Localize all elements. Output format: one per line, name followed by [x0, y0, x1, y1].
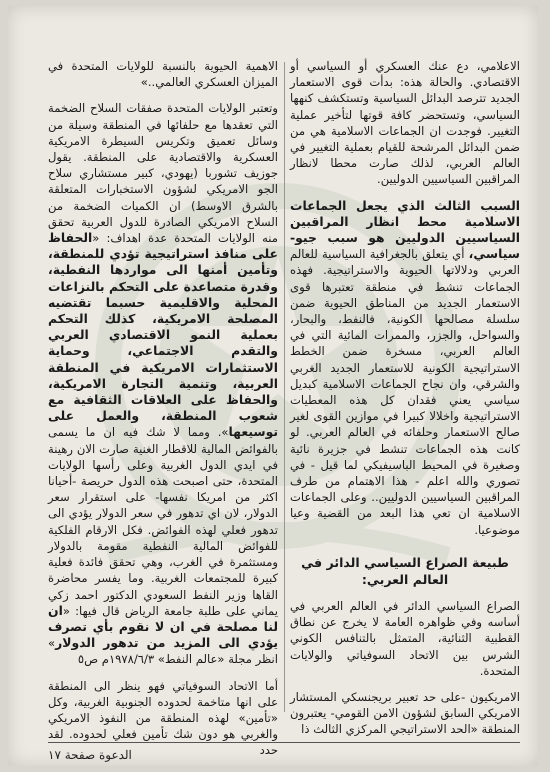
paragraph: الاهمية الحيوية بالنسبة للولايات المتحدة في الميزان العسكري العالمي..»: [48, 59, 278, 90]
paragraph-text: ». ومما لا شك فيه ان ما يسمى بالفوائض المالية للاقطار الغنية صارت الان رهينة في ايدي الدول الغربية وعلى رأسها الولايات المتحدة، حتى اصبحت هذه الدول حريصة -أحيانا اكثر من امريكا نفسها- على استقرار سعر الدولار، لان اي تدهور في سعر الدولار يؤدي الى تدهور فعلي لهذه الفوائض. فكل الارقام الفلكية للفوائض المالية النفطية مقومة بالدولار ومستثمرة في الغرب، وهي تحقق فائدة فعلية كبيرة للمجتمعات الغربية. وما يفسر محاضرة القاها وزير النفط السعودي الدكتور احمد زكي يماني على طلبة جامعة الرياض قال فيها: «: [48, 425, 278, 618]
paragraph: الامريكيون -على حد تعبير بريجنسكي المستشار الامريكي السابق لشؤون الامن القومي- يعتبرون المنطقة «الحد الاستراتيجي المركزي الثالث ذا: [290, 689, 520, 737]
paragraph: الاعلامي، دع عنك العسكري أو السياسي أو الاقتصادي. والحالة هذه: بدأت قوى الاستعمار الجديد تترصد البدائل السياسية وتستكشف كنهها السياسي، وتستحضر كافة قوتها لتأخير عملية التغيير. فوجدت ان الجماعات الاسلامية هي من ضمن البدائل المرشحة للقيام بعملية التغيير في العالم العربي، لذلك صارت محطا لانظار المراقبين السياسيين الدوليين.: [290, 59, 520, 187]
paragraph-text: أي يتعلق بالجغرافية السياسية للعالم العربي ودلالاتها الحيوية والاستراتيجية. فهذه الجماعات تنشط في منطقة تعتبرها قوى الاستعمار الجديد من المناطق الحيوية ضمن سلسلة مصالحها الكونية، فالنفط، والبحار، والسواحل، والجزر، والممرات المائية التي في العالم العربي، مسخرة ضمن الخطط الاستراتيجية الكونية للاستعمار الجديد الغربي والشرقي، وان نجاح الجماعات الاسلامية كبديل سياسي يعني فقدان كل هذه المعطيات الاستراتيجية واخلالا كبيرا في موازين القوى لغير صالح الاستعمار وحلفائه في العالم العربي. لو كانت هذه الجماعات تنشط في جزيرة نائية وصغيرة في المحيط الباسيفيكي لما قيل - في تصوري والله اعلم - هذا الاهتمام من طرف المراقبين السياسيين الدوليين.. وعلى الجماعات الاسلامية ان تعي هذا البعد من القضية وعيا موضوعيا.: [290, 247, 520, 537]
bold-quote: ان لنا مصلحة في ان لا نقوم بأي تصرف يؤدي الى المزيد من تدهور الدولار: [48, 602, 278, 651]
bold-lead: السبب الثالث الذي يجعل الجماعات الاسلامية محط انظار المراقبين السياسيين الدوليين هو سبب جيو-سياسي،: [290, 197, 520, 262]
paragraph: الصراع السياسي الدائر في العالم العربي في أساسه وفي ظواهره العامة لا يخرج عن نطاق القطبية الثنائية، المتمثل بالتنافس الكوني الشرس بين الاتحاد السوفياتي والولايات المتحدة.: [290, 598, 520, 678]
paragraph: [290, 198, 520, 538]
right-column: [290, 58, 520, 748]
page-footer: الدعوة صفحة ١٧: [48, 748, 132, 762]
left-column: [48, 58, 278, 769]
paragraph: [48, 100, 278, 667]
paragraph: أما الاتحاد السوفياتي فهو ينظر الى المنطقة على انها متاخمة لحدوده الجنوبية الغربية، وكل «تأمين» لهذه المنطقة من النفوذ الامريكي والغربي هو دون شك تأمين فعلي لحدوده. لقد حدد: [48, 678, 278, 758]
paragraph-text: وتعتبر الولايات المتحدة صفقات السلاح الضخمة التي تعقدها مع حلفائها في المنطقة وسيلة من وسائل تعميق وتكريس السيطرة الامريكية العسكرية والاقتصادية على المنطقة. يقول جوزيف تشوربا (يهودي، كبير مستشاري سلاح الجو الامريكي لشؤون الاستخبارات المتعلقة بالشرق الاوسط) ان الكميات الضخمة من السلاح الامريكي الصادرة للدول العربية تحقق منه الولايات المتحدة عدة اهداف: «: [48, 101, 278, 246]
footer-rule: [48, 742, 520, 743]
citation: » انظر مجلة «عالم النفط» ١٩٧٨/٦/٣م ص٥: [48, 636, 278, 667]
section-heading: طبيعة الصراع السياسي الدائر في العالم العربي:: [301, 554, 509, 587]
magazine-page: [8, 6, 538, 766]
bold-quote: الحفاظ على منافذ استراتيجية تؤدي للمنطقة، وتأمين أمنها الى مواردها النفطية، وقدرة متصاعدة على التحكم بالنزاعات المحلية والاقليمية حسبما تقتضيه المصلحة الامريكية، كذلك التحكم بعملية النمو الاقتصادي العربي والتقدم الاجتماعي، وحماية الاستثمارات الامريكية في المنطقة العربية، وتنمية التجارة الامريكية، والحفاظ على العلاقات الثقافية مع شعوب المنطقة، والعمل على توسيعها: [48, 230, 278, 440]
column-divider: [284, 62, 285, 712]
